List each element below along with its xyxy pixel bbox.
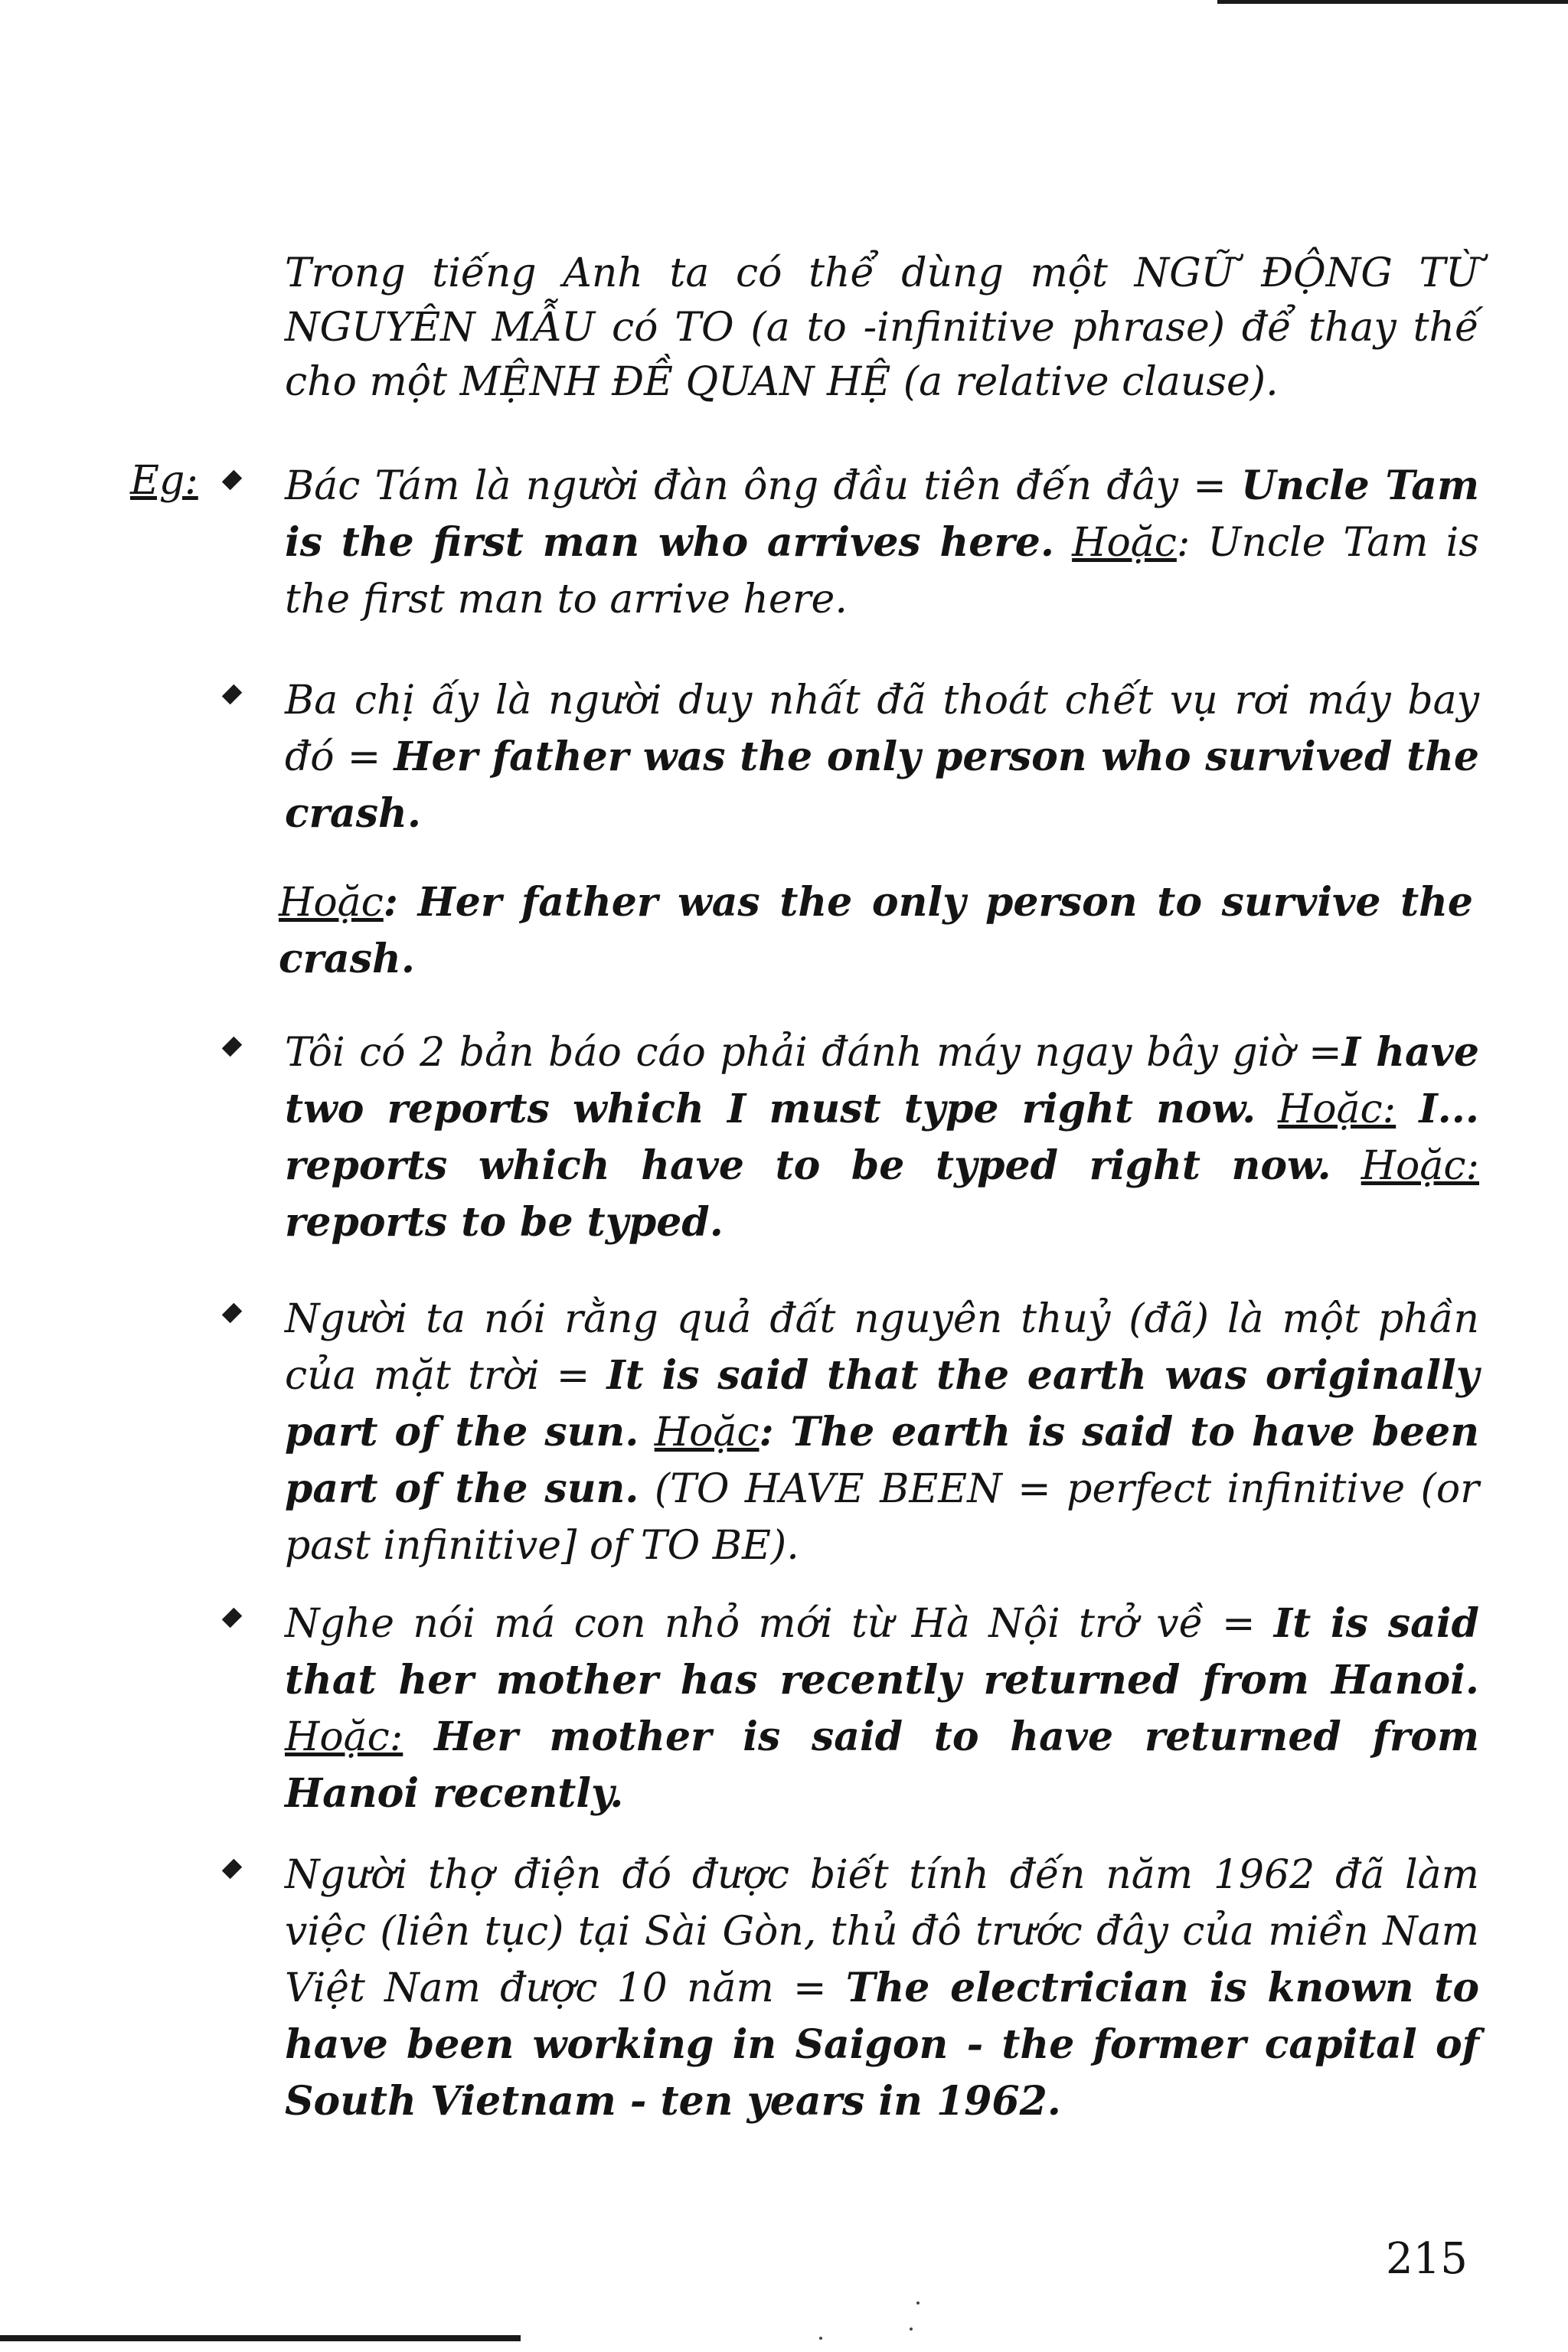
example-item [285,1847,1479,2130]
speck [916,2301,920,2305]
top-edge-rule [1217,0,1568,4]
english-translation: I have two reports which I must type right now. [285,1029,1479,1132]
diamond-bullet-icon [222,1037,242,1057]
example-item [285,1024,1479,1251]
example-item [285,1291,1479,1574]
bottom-edge-rule [0,2335,521,2341]
alternative-translation: : The earth is said to have been part of the sun. [285,1409,1480,1512]
alternative-paragraph [279,874,1473,988]
english-translation: It is said that the earth was originally part of the sun. [285,1352,1480,1455]
alternative-translation: Her mother is said to have returned from Hanoi recently. [285,1713,1479,1817]
example-label: Eg: [130,458,198,504]
example-item [285,672,1479,842]
alternative-translation: reports to be typed. [285,1199,724,1246]
vietnamese-sentence: Nghe nói má con nhỏ mới từ Hà Nội trở về = [285,1601,1274,1647]
alternative-translation: : Uncle Tam is the first man to arrive here. [285,520,1479,622]
alternative-label: Hoặc: [1361,1143,1479,1189]
vietnamese-sentence: Ba chị ấy là người duy nhất đã thoát chết vụ rơi máy bay đó = [285,678,1479,780]
vietnamese-sentence: Bác Tám là người đàn ông đầu tiên đến đây = [285,463,1242,509]
alternative-label: Hoặc: [1277,1086,1396,1132]
alternative-label: Hoặc [654,1410,760,1455]
diamond-bullet-icon [222,470,242,490]
vietnamese-sentence: Người ta nói rằng quả đất nguyên thuỷ (đã) là một phần của mặt trời = [285,1296,1479,1399]
example-item [285,458,1479,628]
grammar-note: (TO HAVE BEEN = perfect infinitive (or past infinitive] of TO BE). [285,1466,1480,1569]
diamond-bullet-icon [222,1303,242,1323]
example-item [285,1596,1479,1822]
alternative-label: Hoặc [1072,520,1177,566]
english-translation: The electrician is known to have been working in Saigon - the former capital of South Vietnam - ten years in 1962. [285,1965,1480,2125]
speck [819,2337,822,2340]
diamond-bullet-icon [222,684,242,704]
alternative-label: Hoặc: [285,1714,403,1760]
intro-paragraph: Trong tiếng Anh ta có thể dùng một NGỮ ĐỘNG TỪ NGUYÊN MẪU có TO (a to -infinitive phrase) để thay thế cho một MỆNH ĐỀ QUAN HỆ (a relative clause). [285,250,1479,405]
alternative-translation: : Her father was the only person to survive the crash. [279,879,1473,982]
alternative-label: Hoặc [279,880,384,926]
english-translation: Her father was the only person who survived the crash. [285,733,1479,837]
vietnamese-sentence: Tôi có 2 bản báo cáo phải đánh máy ngay bây giờ = [285,1030,1342,1076]
diamond-bullet-icon [222,1608,242,1628]
page-number: 215 [1386,2234,1468,2284]
english-translation: It is said that her mother has recently returned from Hanoi. [285,1600,1479,1704]
alternative-translation: I... reports which have to be typed right now. [285,1086,1479,1189]
diamond-bullet-icon [222,1859,242,1879]
speck [910,2328,913,2331]
english-translation: Uncle Tam is the first man who arrives here. [285,462,1479,566]
vietnamese-sentence: Người thợ điện đó được biết tính đến năm 1962 đã làm việc (liên tục) tại Sài Gòn, thủ đô trước đây của miền Nam Việt Nam được 10 năm = [285,1852,1479,2011]
